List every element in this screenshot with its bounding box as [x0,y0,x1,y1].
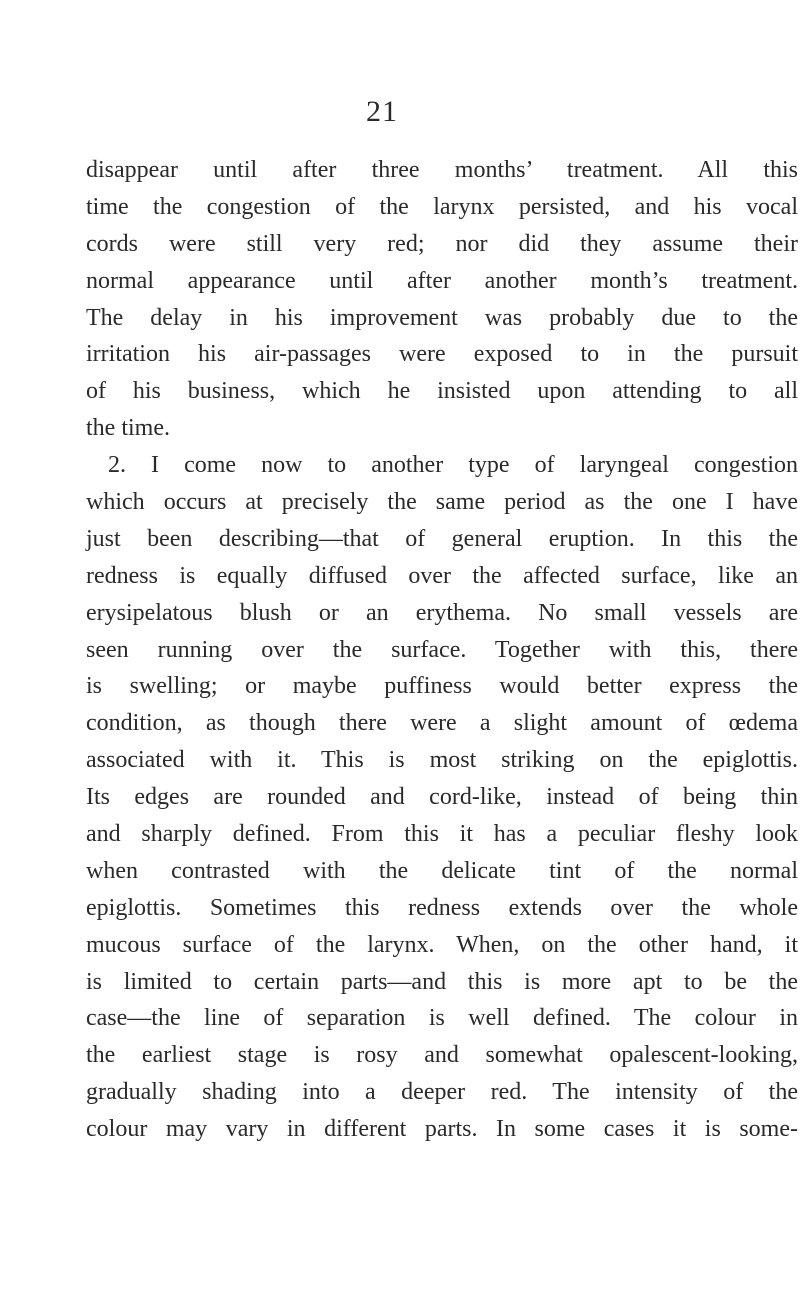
text-line: Its edges are rounded and cord-like, instead of being thin [86,784,798,811]
text-line: colour may vary in different parts. In some cases it is some- [86,1116,798,1143]
text-line: condition, as though there were a slight amount of œdema [86,710,798,737]
text-line: seen running over the surface. Together with this, there [86,636,798,663]
text-line: normal appearance until after another month’s treatment. [86,267,798,294]
text-line: The delay in his improvement was probably due to the [86,304,798,331]
text-line: 2. I come now to another type of laryngeal congestion [108,452,798,479]
text-line: the time. [86,415,170,442]
text-line: is limited to certain parts—and this is more apt to be the [86,968,798,995]
text-line: is swelling; or maybe puffiness would better express the [86,673,798,700]
page-number: 21 [366,95,398,128]
text-line: associated with it. This is most striking on the epiglottis. [86,747,798,774]
text-line: of his business, which he insisted upon attending to all [86,378,798,405]
text-line: epiglottis. Sometimes this redness extends over the whole [86,894,798,921]
text-line: and sharply defined. From this it has a peculiar fleshy look [86,821,798,848]
text-line: mucous surface of the larynx. When, on the other hand, it [86,931,798,958]
body-text [86,152,798,1148]
text-line: irritation his air-passages were exposed to in the pursuit [86,341,798,368]
text-line: redness is equally diffused over the affected surface, like an [86,562,798,589]
text-line: erysipelatous blush or an erythema. No small vessels are [86,599,798,626]
text-line: disappear until after three months’ treatment. All this [86,157,798,183]
text-line: cords were still very red; nor did they assume their [86,230,798,257]
text-line: which occurs at precisely the same period as the one I have [86,489,798,516]
text-line: the earliest stage is rosy and somewhat opalescent-looking, [86,1042,798,1069]
text-line: when contrasted with the delicate tint of the normal [86,857,798,884]
text-line: gradually shading into a deeper red. The intensity of the [86,1079,798,1106]
text-line: just been describing—that of general eruption. In this the [86,525,798,552]
text-line: case—the line of separation is well defined. The colour in [86,1005,798,1032]
text-line: time the congestion of the larynx persisted, and his vocal [86,193,798,220]
